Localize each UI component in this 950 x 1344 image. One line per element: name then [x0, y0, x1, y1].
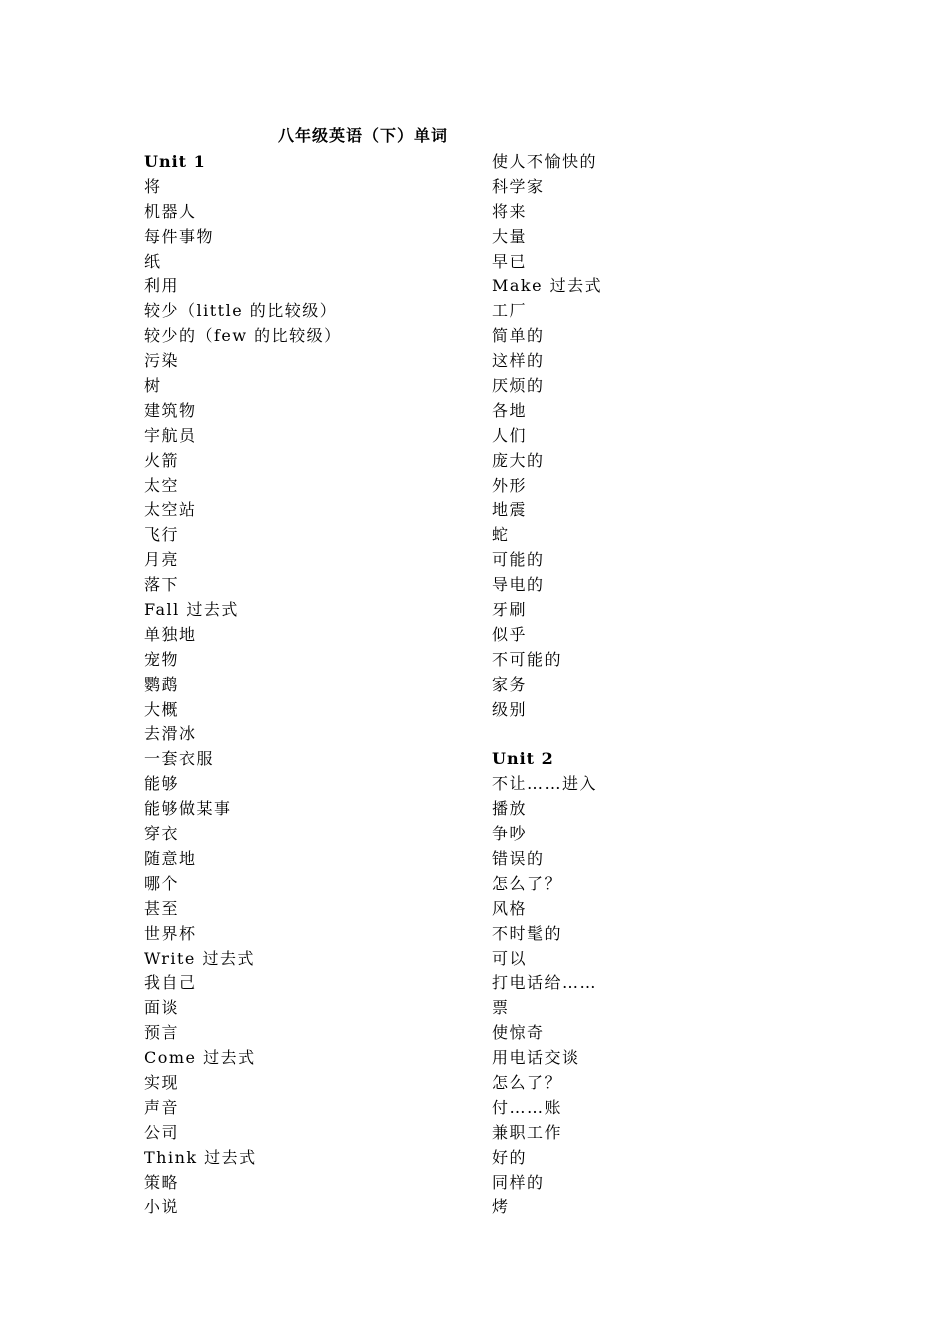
unit-heading: Unit 2	[492, 749, 554, 769]
vocab-item: 一套衣服	[144, 749, 215, 769]
vocab-item: 简单的	[492, 326, 545, 346]
vocab-item: 利用	[144, 276, 180, 296]
vocab-item: 火箭	[144, 450, 180, 470]
vocab-item: 将	[144, 176, 162, 196]
left-vocab-column	[144, 150, 342, 1220]
vocab-item: 工厂	[492, 301, 528, 321]
vocab-item: 落下	[144, 575, 180, 595]
vocab-item: 级别	[492, 699, 528, 719]
vocab-item: Write 过去式	[144, 948, 255, 968]
vocab-item: 牙刷	[492, 600, 528, 620]
vocab-item: Think 过去式	[144, 1147, 257, 1167]
vocab-item: 大量	[492, 226, 528, 246]
vocab-item: 不可能的	[492, 649, 563, 669]
vocab-item: 使人不愉快的	[492, 152, 598, 171]
right-vocab-column	[492, 150, 602, 1220]
vocab-item: 随意地	[144, 848, 197, 868]
vocab-item: 错误的	[492, 848, 545, 868]
vocab-item: 每件事物	[144, 226, 215, 246]
vocab-item: 预言	[144, 1023, 180, 1043]
vocab-item: 月亮	[144, 550, 180, 570]
vocab-item: 较少（little 的比较级）	[144, 301, 338, 321]
vocab-item: 用电话交谈	[492, 1048, 580, 1068]
vocab-item: 厌烦的	[492, 376, 545, 396]
vocab-item: 我自己	[144, 973, 197, 993]
vocab-item: 不时髦的	[492, 923, 563, 943]
vocab-item: Fall 过去式	[144, 600, 239, 620]
vocab-item: 大概	[144, 699, 180, 719]
vocab-item: 争吵	[492, 824, 528, 844]
vocab-item: 风格	[492, 898, 528, 918]
vocab-item: 人们	[492, 425, 528, 445]
blank-line	[492, 722, 602, 747]
vocab-item: 家务	[492, 674, 528, 694]
vocab-item: 能够做某事	[144, 799, 232, 819]
vocab-item: 污染	[144, 351, 180, 371]
vocab-item: 同样的	[492, 1172, 545, 1192]
vocab-item: 能够	[144, 774, 180, 794]
vocab-item: 好的	[492, 1147, 528, 1167]
vocab-item: 科学家	[492, 176, 545, 196]
vocab-item: 小说	[144, 1197, 180, 1217]
vocab-item: 公司	[144, 1122, 180, 1142]
vocab-item: 早已	[492, 251, 528, 271]
vocab-item: 宠物	[144, 649, 180, 669]
vocab-item: 机器人	[144, 201, 197, 221]
vocab-item: 庞大的	[492, 450, 545, 470]
vocab-item: 飞行	[144, 525, 180, 545]
vocab-item: 怎么了？	[492, 1072, 563, 1092]
vocab-item: 鹦鹉	[144, 674, 180, 694]
vocab-item: 实现	[144, 1072, 180, 1092]
vocab-item: 甚至	[144, 898, 180, 918]
vocab-item: 怎么了？	[492, 873, 563, 893]
vocab-item: 穿衣	[144, 824, 180, 844]
vocab-item: 去滑冰	[144, 724, 197, 744]
vocab-item: 兼职工作	[492, 1122, 563, 1142]
vocab-item: 各地	[492, 400, 528, 420]
vocab-item: Come 过去式	[144, 1048, 256, 1068]
vocab-item: 烤	[492, 1197, 510, 1217]
vocab-item: Make 过去式	[492, 276, 603, 296]
unit-heading: Unit 1	[144, 152, 206, 171]
vocab-item: 宇航员	[144, 425, 197, 445]
vocab-item: 不让……进入	[492, 774, 598, 794]
vocab-item: 地震	[492, 500, 528, 520]
vocab-item: 打电话给……	[492, 973, 598, 993]
vocab-item: 导电的	[492, 575, 545, 595]
vocab-item: 策略	[144, 1172, 180, 1192]
vocab-item: 播放	[492, 799, 528, 819]
vocab-item: 声音	[144, 1097, 180, 1117]
vocab-item: 较少的（few 的比较级）	[144, 326, 342, 346]
vocab-item: 可能的	[492, 550, 545, 570]
vocab-item: 树	[144, 376, 162, 396]
vocab-item: 蛇	[492, 525, 510, 545]
vocab-item: 使惊奇	[492, 1023, 545, 1043]
vocab-item: 世界杯	[144, 923, 197, 943]
vocab-item: 这样的	[492, 351, 545, 371]
vocab-item: 单独地	[144, 624, 197, 644]
page-title: 八年级英语（下）单词	[278, 126, 449, 145]
vocab-item: 将来	[492, 201, 528, 221]
vocab-item: 纸	[144, 251, 162, 271]
vocab-item: 外形	[492, 475, 528, 495]
vocab-item: 太空站	[144, 500, 197, 520]
vocab-item: 票	[492, 998, 510, 1018]
vocab-item: 可以	[492, 948, 528, 968]
vocab-item: 哪个	[144, 873, 180, 893]
vocab-item: 似乎	[492, 624, 528, 644]
vocab-item: 面谈	[144, 998, 180, 1018]
vocab-item: 建筑物	[144, 400, 197, 420]
vocab-item: 付……账	[492, 1097, 563, 1117]
vocab-item: 太空	[144, 475, 180, 495]
